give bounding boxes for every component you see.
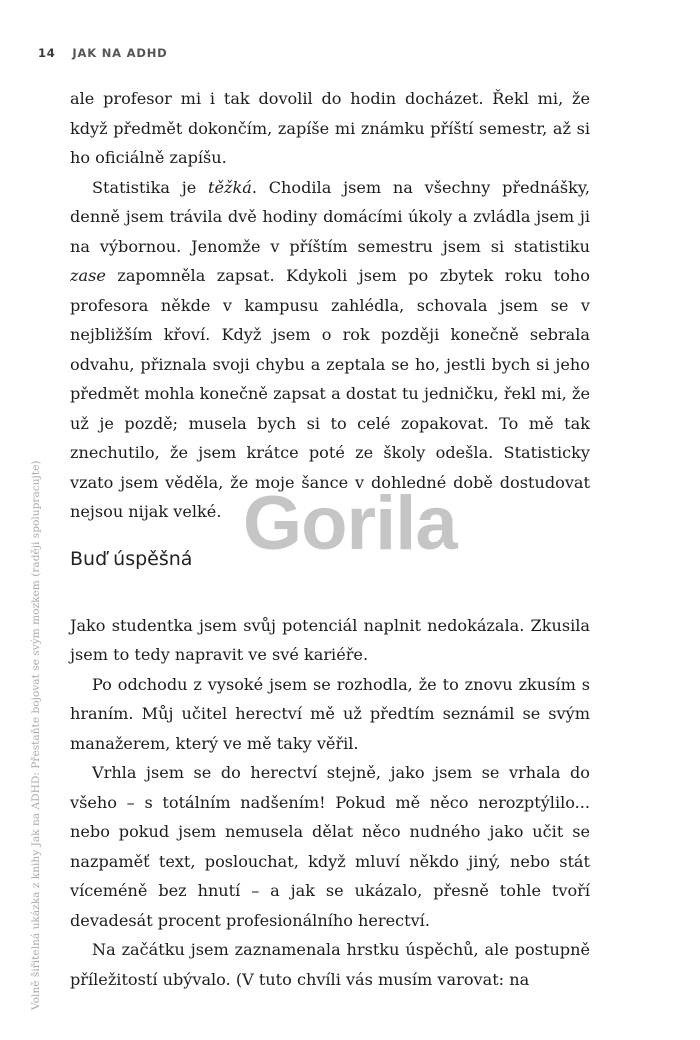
paragraph-2 (70, 173, 590, 527)
running-title: JAK NA ADHD (72, 46, 168, 60)
section-heading: Buď úspěšná (70, 547, 193, 570)
paragraph-2-part-b: . Chodila jsem na všechny přednášky, denně jsem trávila dvě hodiny domácími úkoly a zvládla jsem ji na výbornou. Jenomže v příštím semestru jsem si statistiku (70, 177, 591, 256)
paragraph-2-part-a: Statistika je (92, 177, 209, 197)
paragraph-2-emphasis-2: zase (70, 266, 106, 285)
watermark-logo: Gorila (243, 481, 457, 566)
paragraph-3: Jako studentka jsem svůj potenciál naplnit nedokázala. Zkusila jsem to tedy napravit ve své kariéře. (70, 615, 590, 664)
paragraph-1: ale profesor mi i tak dovolil do hodin docházet. Řekl mi, že když předmět dokončím, zapíše mi známku příští semestr, až si ho oficiálně zapíšu. (70, 89, 590, 167)
paragraph-2-emphasis-1: těžká (208, 177, 252, 197)
page-header (38, 46, 167, 60)
page-number: 14 (38, 46, 56, 60)
paragraph-5: Vrhla jsem se do herectví stejně, jako jsem se vrhala do všeho – s totálním nadšením! Pokud mě něco nerozptýlilo... nebo pokud jsem nemusela dělat něco nudného jako učit se nazpaměť text, poslouchat, když mluví někdo jiný, nebo stát víceméně bez hnutí – a jak se ukázalo, přesně tohle tvoří devadesát procent profesionálního herectví. (70, 763, 590, 930)
paragraph-2-part-c: zapomněla zapsat. Kdykoli jsem po zbytek roku toho profesora někde v kampusu zahlédla, schovala jsem se v nejbližším křoví. Když jsem o rok později konečně sebrala odvahu, přiznala svoji chybu a zeptala se ho, jestli bych si jeho předmět mohla konečně zapsat a dostat tu jedničku, řekl mi, že už je pozdě; musela bych si to celé zopakovat. To mě tak znechutilo, že jsem krátce poté ze školy odešla. Statisticky vzato jsem věděla, že moje šance v dohledné době dostudovat nejsou nijak velké. (70, 266, 590, 521)
paragraph-6: Na začátku jsem zaznamenala hrstku úspěchů, ale postupně příležitostí ubývalo. (V tuto chvíli vás musím varovat: na (70, 940, 590, 989)
paragraph-4: Po odchodu z vysoké jsem se rozhodla, že to znovu zkusím s hraním. Můj učitel herectví mě už předtím seznámil se svým manažerem, který ve mě taky věřil. (70, 674, 590, 753)
side-note: Volně šiřitelná ukázka z knihy Jak na ADHD: Přestaňte bojovat se svým mozkem (raději spolupracujte) (30, 460, 42, 1010)
